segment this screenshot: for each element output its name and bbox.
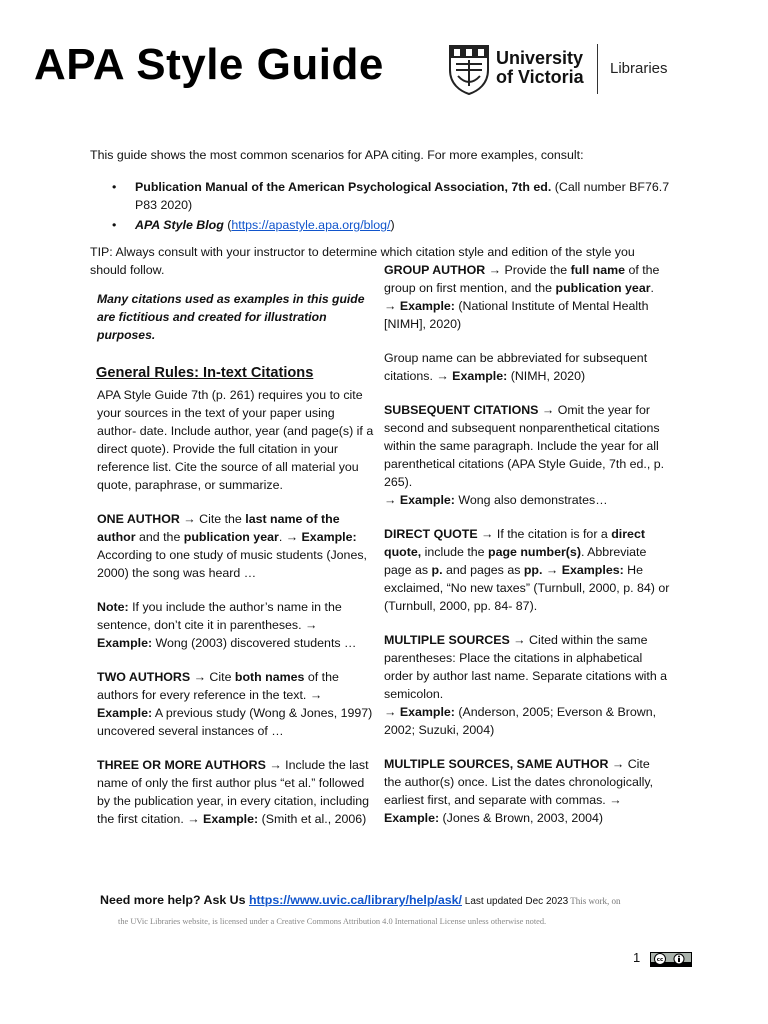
subsequent-citations-paragraph [384,401,670,509]
example-text: (NIMH, 2020) [507,369,586,383]
paren-close: ) [390,218,395,232]
rule-emphasis: both names [234,670,305,684]
rule-text: Provide the [501,263,571,277]
example-text: (National Institute of Mental Health [NIMH], 2020) [384,299,649,331]
example-text: (Smith et al., 2006) [258,812,367,826]
rule-text: . Abbreviate page as [384,545,647,577]
group-author-paragraph [384,261,670,333]
logo-line-university: University [496,48,584,68]
example-label: → Example: [97,618,318,650]
ask-us-link[interactable]: https://www.uvic.ca/library/help/ask/ [248,893,462,907]
rule-heading: Note: [97,600,129,614]
example-label: → Example: [384,493,455,507]
resource-list [112,178,672,236]
list-item [112,178,672,214]
resource-call-number: (Call number BF76.7 P83 2020) [135,180,670,212]
rule-text: Cite the [195,512,246,526]
fictitious-callout: Many citations used as examples in this guide are fictitious and created for illustration purposes. [97,292,365,342]
example-text: (Jones & Brown, 2003, 2004) [439,811,604,825]
resource-title: Publication Manual of the American Psychological Association, 7th ed. [135,180,552,194]
right-column [384,261,670,843]
rule-text: of the group on first mention, and the [384,263,660,295]
rule-heading: DIRECT QUOTE → [384,527,494,541]
license-text: the UVic Libraries website, is licensed under a Creative Commons Attribution 4.0 International License unless otherwise noted. [118,917,547,926]
logo-line-of-victoria: of Victoria [496,67,584,87]
example-text: Wong also demonstrates… [454,493,608,507]
university-name [496,49,584,87]
rule-heading: ONE AUTHOR → [97,512,196,526]
rule-text: Cited within the same parentheses: Place the citations in alphabetical order by author last name. Separate citations with a semicolon. [384,633,668,701]
example-label: → Example: [436,369,508,383]
rule-text: Omit the year for second and subsequent nonparenthetical citations within the same paragraph. Include the year for all parenthetical citations (APA Style Guide, 7th ed., p. 265). [384,403,665,489]
rule-text: If you include the author’s name in the sentence, don’t cite it in parentheses. [97,600,342,632]
resource-title: APA Style Blog [135,218,224,232]
left-column [97,386,374,844]
rule-text: Cite the author(s) once. List the dates chronologically, earliest first, and separate with commas. [384,757,654,807]
rule-heading: MULTIPLE SOURCES, SAME AUTHOR → [384,757,625,771]
help-text: Need more help? Ask Us [100,893,246,907]
bullet-icon: • [112,180,117,194]
rule-heading: TWO AUTHORS → [97,670,206,684]
page-number: 1 [633,950,641,965]
example-text: According to one study of music students (Jones, 2000) the song was heard … [97,548,367,580]
rule-heading: THREE OR MORE AUTHORS → [97,758,282,772]
section-heading: General Rules: In-text Citations [96,365,314,381]
rule-emphasis: last name of the author [97,512,340,544]
logo-libraries: Libraries [610,60,668,77]
rule-emphasis: full name [570,263,625,277]
uvic-crest-icon [448,44,490,96]
rule-text: Group name can be abbreviated for subsequent citations. [384,351,648,383]
example-label: → Example: [97,688,323,720]
multiple-sources-paragraph [384,631,670,739]
note-paragraph [97,598,374,652]
rule-emphasis: page number(s) [488,545,581,559]
last-updated: Last updated Dec 2023 [462,896,569,907]
rule-emphasis: publication year [555,281,651,295]
one-author-paragraph [97,510,374,582]
rule-emphasis: direct quote, [384,527,645,559]
direct-quote-paragraph [384,525,670,615]
example-label: → Examples: [545,563,624,577]
list-item [112,216,672,234]
page-title: APA Style Guide [34,40,384,89]
rule-text: . [650,281,654,295]
rule-heading: SUBSEQUENT CITATIONS → [384,403,555,417]
apa-blog-link[interactable]: https://apastyle.apa.org/blog/ [231,218,391,232]
rule-text: and pages as [442,563,524,577]
rule-text: Include the last name of only the first author plus “et al.” followed by the publication year, in every citation, including the first citation. [97,758,370,826]
example-label: → Example: [384,793,622,825]
two-authors-paragraph [97,668,374,740]
rule-emphasis: p. [431,563,443,577]
example-text: A previous study (Wong & Jones, 1997) uncovered several instances of … [97,706,373,738]
bullet-icon: • [112,218,117,232]
uvic-libraries-logo[interactable] [448,44,668,98]
three-authors-paragraph [97,756,374,828]
example-label: → Example: [384,299,455,313]
intro-text: This guide shows the most common scenarios for APA citing. For more examples, consult: [90,148,584,162]
creative-commons-badge-icon[interactable] [650,952,692,967]
footer-help [100,893,621,907]
rule-text: . [278,530,286,544]
paren-open: ( [223,218,232,232]
rule-heading: GROUP AUTHOR → [384,263,502,277]
logo-divider [597,44,598,94]
example-label: → Example: [285,530,357,544]
license-text-start: This work, on [568,896,621,906]
tip-text: TIP: Always consult with your instructor to determine which citation style and edition of the style you should follow. [90,245,635,277]
example-text: (Anderson, 2005; Everson & Brown, 2002; Suzuki, 2004) [384,705,657,737]
example-label: → Example: [384,705,455,719]
rule-text: and the [135,530,184,544]
rule-text: If the citation is for a [493,527,612,541]
rule-emphasis: pp. [523,563,543,577]
multiple-sources-same-author-paragraph [384,755,670,827]
example-label: → Example: [187,812,259,826]
general-rules-paragraph: APA Style Guide 7th (p. 261) requires you to cite your sources in the text of your paper using author- date. Include author, year (and page(s) if a direct quote). Provide the full citation in your reference list. Cite the source of all material you quote, paraphrase, or summarize. [97,388,374,492]
rule-text: include the [421,545,488,559]
rule-text: of the authors for every reference in the text. [97,670,339,702]
group-abbreviation-paragraph [384,349,670,385]
example-text: Wong (2003) discovered students … [152,636,357,650]
rule-emphasis: publication year [183,530,279,544]
rule-heading: MULTIPLE SOURCES → [384,633,526,647]
svg-text:cc: cc [656,957,664,964]
rule-text: Cite [205,670,235,684]
example-text: He exclaimed, “No new taxes” (Turnbull, 2000, p. 84) or (Turnbull, 2000, pp. 84- 87). [384,563,670,613]
